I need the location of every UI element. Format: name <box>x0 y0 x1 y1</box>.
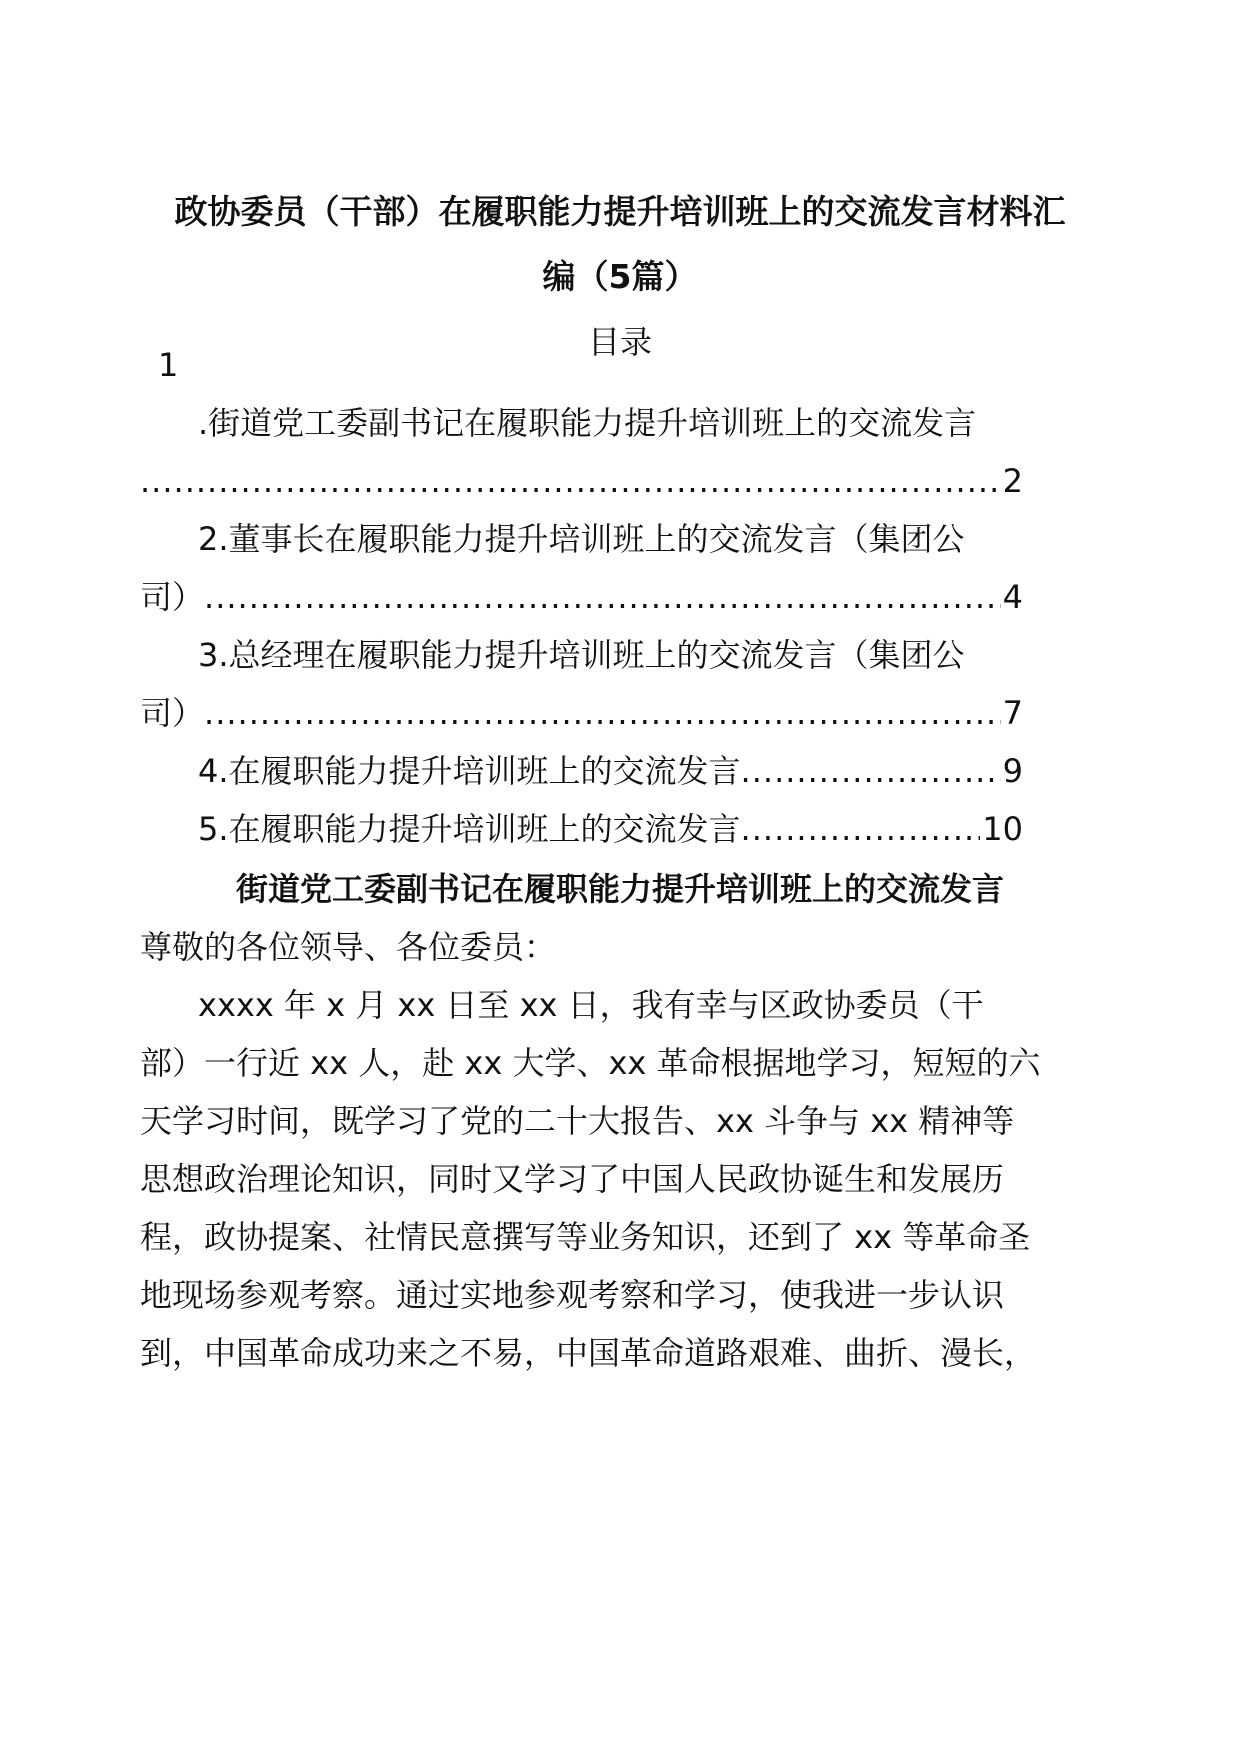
body-line: xxxx 年 x 月 xx 日至 xx 日，我有幸与区政协委员（干 <box>198 986 984 1024</box>
toc-item-4[interactable] <box>198 749 1023 793</box>
toc-item-5-title: 5.在履职能力提升培训班上的交流发言 <box>198 810 741 848</box>
toc-item-3-continuation: 司） <box>140 694 205 732</box>
toc-dot-leader <box>741 749 1001 793</box>
toc-item-2-page: 4 <box>1002 578 1023 616</box>
body-line: 地现场参观考察。通过实地参观考察和学习，使我进一步认识 <box>140 1276 1005 1314</box>
toc-item-5[interactable] <box>198 807 1023 851</box>
body-line: 思想政治理论知识，同时又学习了中国人民政协诞生和发展历 <box>140 1160 1005 1198</box>
toc-dot-leader <box>741 807 981 851</box>
toc-dot-leader <box>204 691 1001 735</box>
greeting-line: 尊敬的各位领导、各位委员： <box>140 928 557 966</box>
toc-dot-leader <box>140 459 1001 503</box>
toc-heading: 目录 <box>587 323 652 361</box>
toc-item-3-page: 7 <box>1002 694 1023 732</box>
toc-item-3-leader[interactable] <box>140 691 1023 735</box>
toc-number-1: 1 <box>158 346 179 384</box>
toc-item-4-title: 4.在履职能力提升培训班上的交流发言 <box>198 752 741 790</box>
toc-dot-leader <box>204 575 1001 619</box>
toc-item-3-title[interactable]: 3.总经理在履职能力提升培训班上的交流发言（集团公 <box>198 636 965 674</box>
toc-item-2-title[interactable]: 2.董事长在履职能力提升培训班上的交流发言（集团公 <box>198 520 965 558</box>
body-line: 部）一行近 xx 人，赴 xx 大学、xx 革命根据地学习，短短的六 <box>140 1044 1041 1082</box>
toc-item-5-page: 10 <box>982 810 1023 848</box>
body-line: 到，中国革命成功来之不易，中国革命道路艰难、曲折、漫长， <box>140 1334 1037 1372</box>
body-line: 程，政协提案、社情民意撰写等业务知识，还到了 xx 等革命圣 <box>140 1218 1031 1256</box>
document-title-line-1: 政协委员（干部）在履职能力提升培训班上的交流发言材料汇 <box>174 192 1066 231</box>
section-title: 街道党工委副书记在履职能力提升培训班上的交流发言 <box>235 870 1004 908</box>
toc-item-2-leader[interactable] <box>140 575 1023 619</box>
body-line: 天学习时间，既学习了党的二十大报告、xx 斗争与 xx 精神等 <box>140 1102 1015 1140</box>
toc-item-1-leader[interactable] <box>140 459 1023 503</box>
toc-item-4-page: 9 <box>1002 752 1023 790</box>
document-title-line-2: 编（5篇） <box>542 257 698 296</box>
toc-item-1-page: 2 <box>1002 462 1023 500</box>
toc-item-1-title[interactable]: .街道党工委副书记在履职能力提升培训班上的交流发言 <box>198 404 977 442</box>
toc-item-2-continuation: 司） <box>140 578 205 616</box>
